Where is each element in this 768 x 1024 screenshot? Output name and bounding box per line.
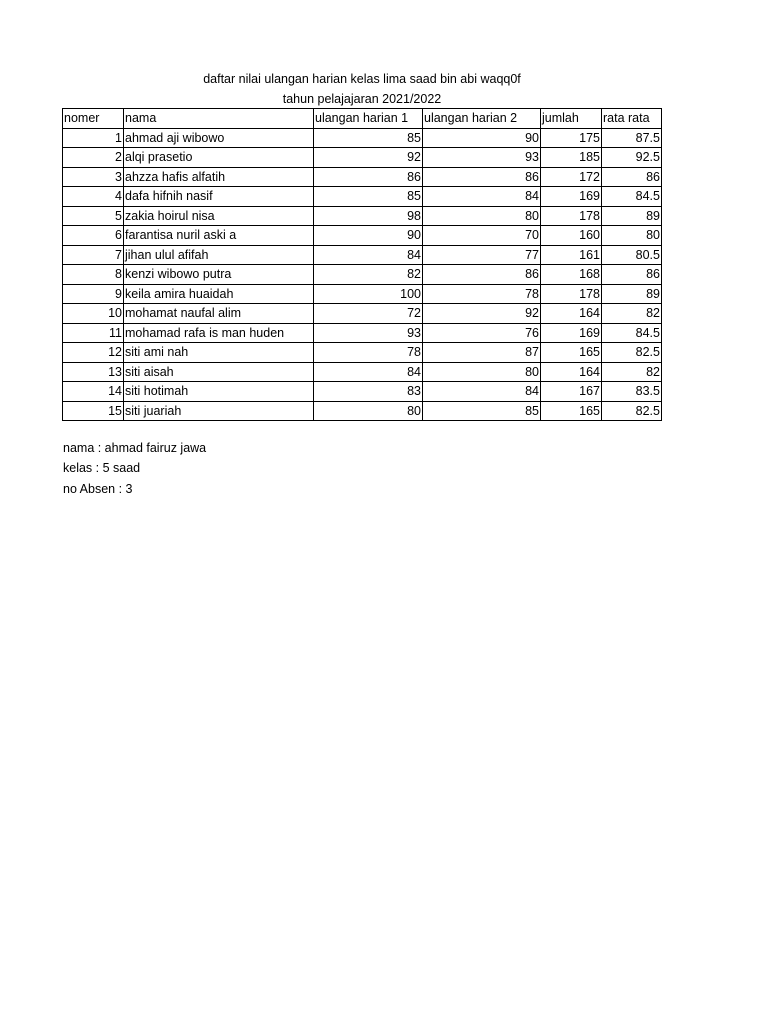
- table-row: [63, 206, 662, 226]
- total-cell: 175: [541, 128, 602, 148]
- student-name-cell: kenzi wibowo putra: [124, 265, 314, 285]
- table-row: [63, 167, 662, 187]
- document-subtitle: tahun pelajajaran 2021/2022: [282, 92, 442, 106]
- row-number-cell: 15: [63, 401, 124, 421]
- total-cell: 165: [541, 343, 602, 363]
- student-name-cell: mohamat naufal alim: [124, 304, 314, 324]
- column-header-nama: nama: [124, 109, 314, 129]
- average-cell: 80.5: [602, 245, 662, 265]
- average-cell: 89: [602, 206, 662, 226]
- total-cell: 161: [541, 245, 602, 265]
- score-1-cell: 86: [314, 167, 423, 187]
- table-header-row: [63, 109, 662, 129]
- score-2-cell: 70: [423, 226, 541, 246]
- score-1-cell: 92: [314, 148, 423, 168]
- student-name-cell: zakia hoirul nisa: [124, 206, 314, 226]
- average-cell: 82.5: [602, 401, 662, 421]
- table-row: [63, 401, 662, 421]
- student-name-cell: mohamad rafa is man huden: [124, 323, 314, 343]
- score-1-cell: 83: [314, 382, 423, 402]
- row-number-cell: 12: [63, 343, 124, 363]
- row-number-cell: 11: [63, 323, 124, 343]
- student-name-cell: ahzza hafis alfatih: [124, 167, 314, 187]
- student-name-cell: siti juariah: [124, 401, 314, 421]
- column-header-ulangan-harian-2: ulangan harian 2: [423, 109, 541, 129]
- row-number-cell: 2: [63, 148, 124, 168]
- student-name-cell: jihan ulul afifah: [124, 245, 314, 265]
- table-row: [63, 343, 662, 363]
- student-name-cell: siti ami nah: [124, 343, 314, 363]
- student-name-cell: dafa hifnih nasif: [124, 187, 314, 207]
- total-cell: 178: [541, 284, 602, 304]
- row-number-cell: 8: [63, 265, 124, 285]
- table-row: [63, 226, 662, 246]
- student-name-cell: alqi prasetio: [124, 148, 314, 168]
- score-2-cell: 80: [423, 206, 541, 226]
- column-header-rata-rata: rata rata: [602, 109, 662, 129]
- average-cell: 83.5: [602, 382, 662, 402]
- student-name-cell: siti aisah: [124, 362, 314, 382]
- total-cell: 167: [541, 382, 602, 402]
- document-title: daftar nilai ulangan harian kelas lima saad bin abi waqq0f: [203, 72, 521, 86]
- row-number-cell: 14: [63, 382, 124, 402]
- score-1-cell: 85: [314, 187, 423, 207]
- table-row: [63, 382, 662, 402]
- score-2-cell: 86: [423, 265, 541, 285]
- row-number-cell: 1: [63, 128, 124, 148]
- total-cell: 172: [541, 167, 602, 187]
- score-1-cell: 100: [314, 284, 423, 304]
- table-row: [63, 284, 662, 304]
- average-cell: 84.5: [602, 323, 662, 343]
- column-header-jumlah: jumlah: [541, 109, 602, 129]
- total-cell: 164: [541, 304, 602, 324]
- score-2-cell: 90: [423, 128, 541, 148]
- average-cell: 82: [602, 304, 662, 324]
- score-1-cell: 72: [314, 304, 423, 324]
- score-2-cell: 93: [423, 148, 541, 168]
- score-2-cell: 76: [423, 323, 541, 343]
- student-absen-number: no Absen : 3: [63, 482, 133, 496]
- table-row: [63, 362, 662, 382]
- row-number-cell: 9: [63, 284, 124, 304]
- score-1-cell: 84: [314, 362, 423, 382]
- average-cell: 80: [602, 226, 662, 246]
- student-name-cell: ahmad aji wibowo: [124, 128, 314, 148]
- score-2-cell: 84: [423, 382, 541, 402]
- score-1-cell: 85: [314, 128, 423, 148]
- student-name: nama : ahmad fairuz jawa: [63, 441, 207, 455]
- total-cell: 160: [541, 226, 602, 246]
- column-header-nomer: nomer: [63, 109, 124, 129]
- row-number-cell: 10: [63, 304, 124, 324]
- row-number-cell: 6: [63, 226, 124, 246]
- table-row: [63, 265, 662, 285]
- total-cell: 185: [541, 148, 602, 168]
- total-cell: 164: [541, 362, 602, 382]
- score-2-cell: 85: [423, 401, 541, 421]
- score-1-cell: 84: [314, 245, 423, 265]
- average-cell: 92.5: [602, 148, 662, 168]
- average-cell: 86: [602, 265, 662, 285]
- average-cell: 89: [602, 284, 662, 304]
- student-name-cell: farantisa nuril aski a: [124, 226, 314, 246]
- grades-table: [62, 108, 662, 421]
- score-2-cell: 87: [423, 343, 541, 363]
- table-row: [63, 245, 662, 265]
- table-row: [63, 323, 662, 343]
- score-2-cell: 92: [423, 304, 541, 324]
- table-row: [63, 304, 662, 324]
- row-number-cell: 5: [63, 206, 124, 226]
- average-cell: 82.5: [602, 343, 662, 363]
- student-class: kelas : 5 saad: [63, 461, 141, 475]
- total-cell: 169: [541, 187, 602, 207]
- score-2-cell: 86: [423, 167, 541, 187]
- average-cell: 87.5: [602, 128, 662, 148]
- score-2-cell: 77: [423, 245, 541, 265]
- score-2-cell: 84: [423, 187, 541, 207]
- column-header-ulangan-harian-1: ulangan harian 1: [314, 109, 423, 129]
- table-row: [63, 148, 662, 168]
- average-cell: 84.5: [602, 187, 662, 207]
- score-1-cell: 93: [314, 323, 423, 343]
- total-cell: 178: [541, 206, 602, 226]
- score-1-cell: 98: [314, 206, 423, 226]
- student-name-cell: keila amira huaidah: [124, 284, 314, 304]
- score-1-cell: 78: [314, 343, 423, 363]
- row-number-cell: 4: [63, 187, 124, 207]
- average-cell: 86: [602, 167, 662, 187]
- score-2-cell: 80: [423, 362, 541, 382]
- total-cell: 165: [541, 401, 602, 421]
- row-number-cell: 13: [63, 362, 124, 382]
- row-number-cell: 3: [63, 167, 124, 187]
- score-1-cell: 82: [314, 265, 423, 285]
- total-cell: 168: [541, 265, 602, 285]
- score-1-cell: 80: [314, 401, 423, 421]
- average-cell: 82: [602, 362, 662, 382]
- score-2-cell: 78: [423, 284, 541, 304]
- row-number-cell: 7: [63, 245, 124, 265]
- score-1-cell: 90: [314, 226, 423, 246]
- table-row: [63, 128, 662, 148]
- student-name-cell: siti hotimah: [124, 382, 314, 402]
- table-row: [63, 187, 662, 207]
- total-cell: 169: [541, 323, 602, 343]
